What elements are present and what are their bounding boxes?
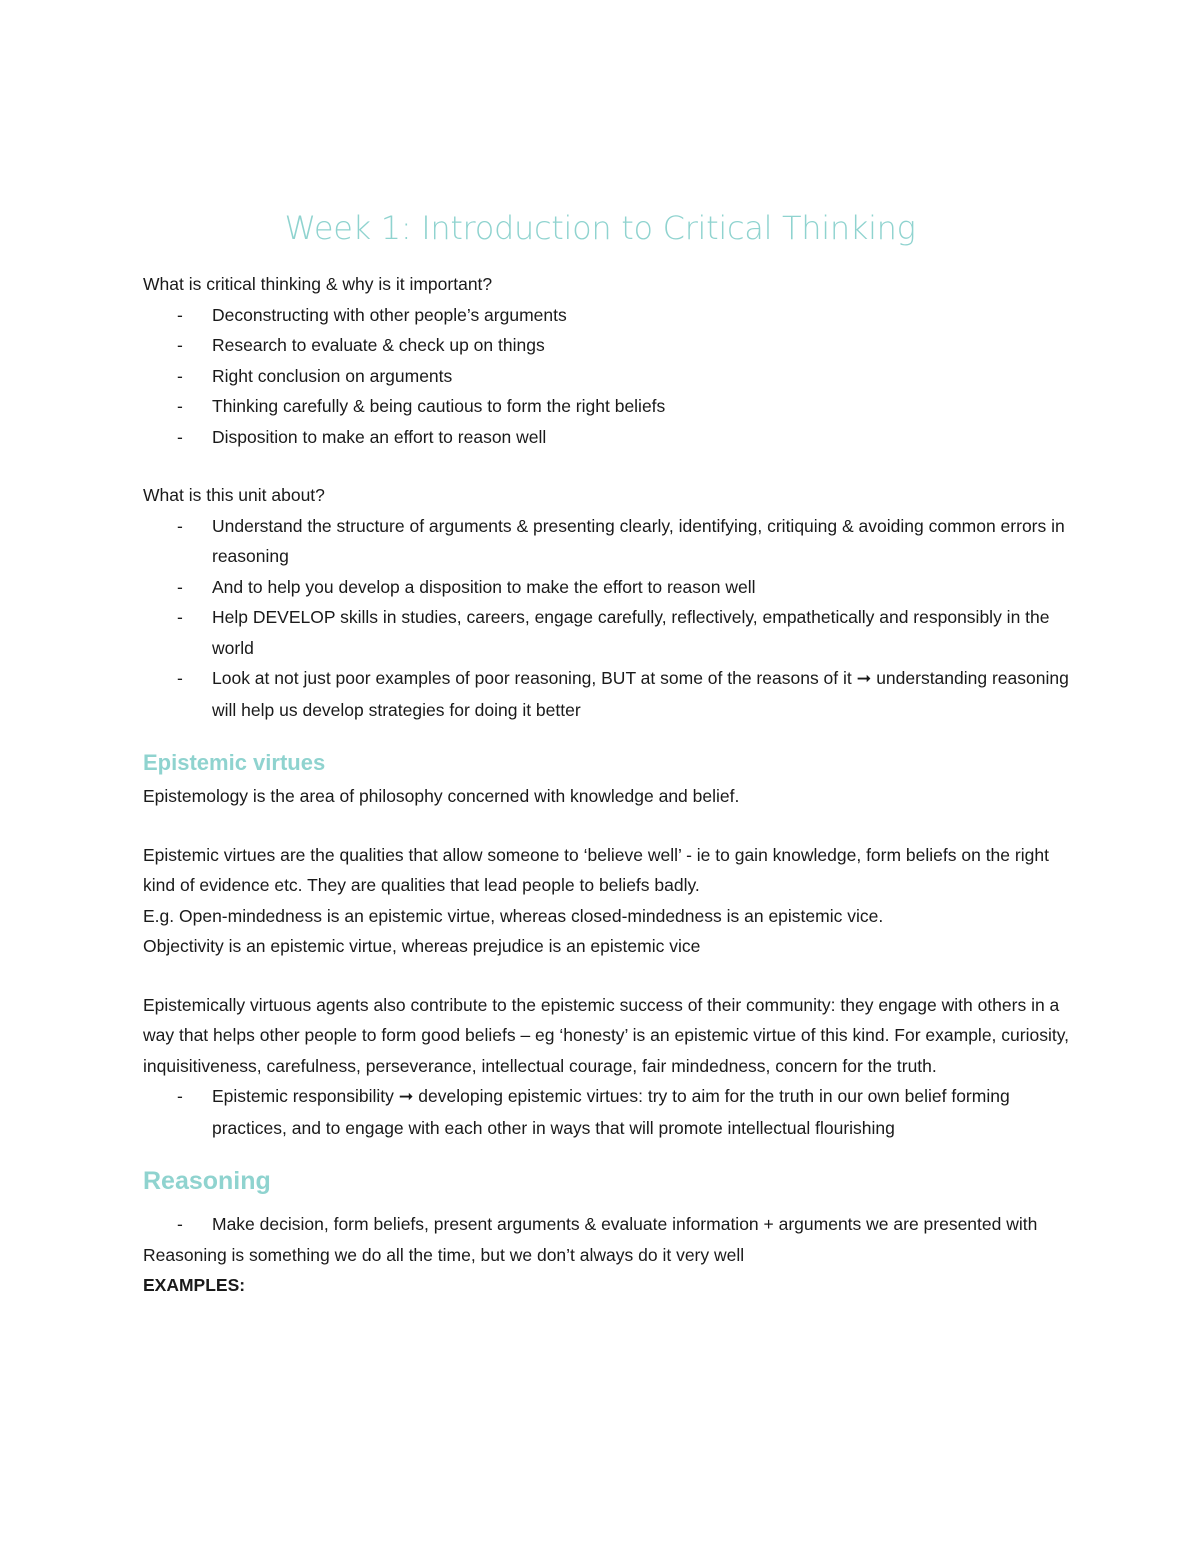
- dash-marker: -: [177, 396, 183, 416]
- document-page: [143, 205, 1073, 1301]
- bullet-list: [143, 1081, 1073, 1143]
- spacer: [143, 452, 1073, 480]
- dash-marker: -: [177, 365, 183, 386]
- dash-marker: -: [177, 426, 183, 447]
- list-item: - And to help you develop a disposition to make the effort to reason well: [143, 572, 1073, 603]
- dash-marker: -: [177, 576, 183, 597]
- paragraph: Epistemic virtues are the qualities that allow someone to ‘believe well’ - ie to gain knowledge, form beliefs on the right kind of evidence etc. They are qualities that lead people to beliefs badly.: [143, 844, 1049, 895]
- examples-label: EXAMPLES:: [143, 1275, 246, 1295]
- bullet-list: [143, 300, 1073, 453]
- spacer: [143, 812, 1073, 840]
- bullet-list: [143, 511, 1073, 726]
- dash-marker: -: [177, 1214, 183, 1234]
- paragraph: Objectivity is an epistemic virtue, whereas prejudice is an epistemic vice: [143, 936, 701, 956]
- list-item: - Disposition to make an effort to reason well: [143, 422, 1073, 453]
- list-item: - Look at not just poor examples of poor reasoning, BUT at some of the reasons of it ➞ understanding reasoning will help us develop strategies for doing it better: [143, 663, 1073, 725]
- list-item: - Research to evaluate & check up on things: [143, 330, 1073, 361]
- dash-marker: -: [177, 335, 183, 355]
- arrow-icon: ➞: [856, 669, 872, 689]
- list-item: - Epistemic responsibility ➞ developing epistemic virtues: try to aim for the truth in our own belief forming practices, and to engage with each other in ways that will promote intellectual flourishing: [143, 1081, 1073, 1143]
- spacer: [143, 962, 1073, 990]
- dash-marker: -: [177, 607, 183, 627]
- list-item: - Make decision, form beliefs, present arguments & evaluate information + arguments we are presented with: [143, 1209, 1073, 1240]
- paragraph: Epistemically virtuous agents also contribute to the epistemic success of their community: they engage with others in a way that helps other people to form good beliefs – eg ‘honesty’ is an epistemic virtue of this kind. For example, curiosity, inquisitiveness, carefulness, perseverance, intellectual courage, fair mindedness, concern for the truth.: [143, 994, 1070, 1076]
- page-title: Week 1: Introduction to Critical Thinking: [284, 209, 916, 247]
- section-question: What is this unit about?: [143, 485, 325, 505]
- dash-marker: -: [177, 515, 183, 536]
- section-question: What is critical thinking & why is it important?: [143, 274, 493, 294]
- bullet-list: [143, 1209, 1073, 1240]
- list-item: - Help DEVELOP skills in studies, careers, engage carefully, reflectively, empathetically and responsibly in the world: [143, 602, 1073, 663]
- paragraph: Epistemology is the area of philosophy concerned with knowledge and belief.: [143, 786, 740, 806]
- section-heading: Epistemic virtues: [143, 750, 326, 775]
- paragraph: E.g. Open-mindedness is an epistemic virtue, whereas closed-mindedness is an epistemic vice.: [143, 905, 884, 926]
- section-heading: Reasoning: [143, 1167, 271, 1195]
- arrow-icon: ➞: [398, 1087, 414, 1107]
- dash-marker: -: [177, 304, 183, 325]
- list-item: - Understand the structure of arguments & presenting clearly, identifying, critiquing & avoiding common errors in reasoning: [143, 511, 1073, 572]
- list-item: - Right conclusion on arguments: [143, 361, 1073, 392]
- dash-marker: -: [177, 668, 183, 688]
- paragraph: Reasoning is something we do all the time, but we don’t always do it very well: [143, 1244, 745, 1265]
- list-item: - Thinking carefully & being cautious to form the right beliefs: [143, 391, 1073, 422]
- list-item: - Deconstructing with other people’s arguments: [143, 300, 1073, 331]
- dash-marker: -: [177, 1086, 183, 1106]
